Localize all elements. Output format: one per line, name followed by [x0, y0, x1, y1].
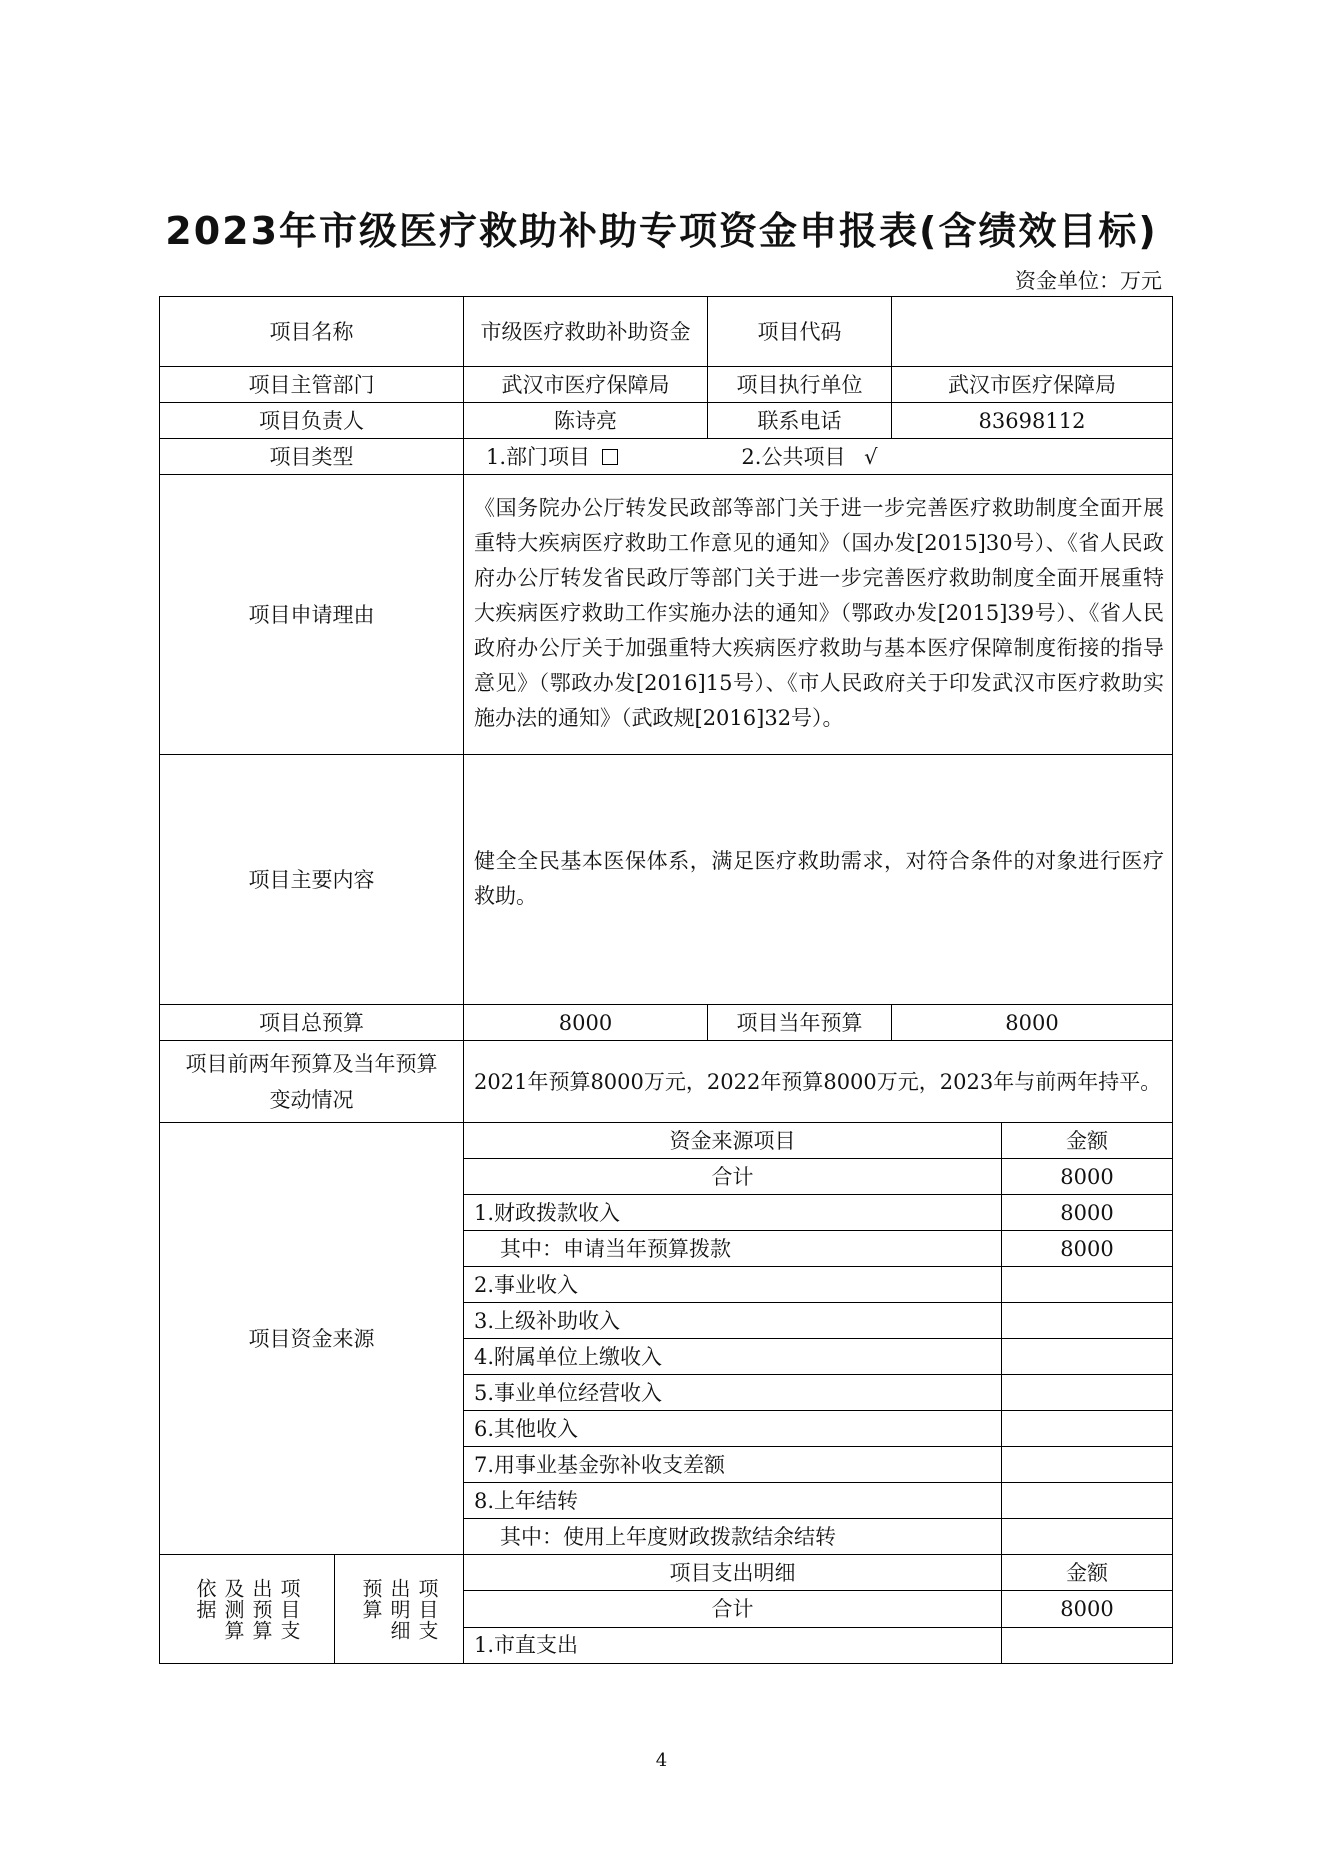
exec-unit-value: 武汉市医疗保障局: [892, 367, 1173, 403]
funding-item: 2.事业收入: [464, 1267, 1002, 1303]
row-budget: [160, 1005, 1173, 1041]
row-reason: [160, 475, 1173, 755]
vertical-label-column: 出预算: [249, 1577, 273, 1641]
row-project-type: [160, 439, 1173, 475]
type-option-department: 1.部门项目: [486, 444, 591, 469]
vertical-label-column: 项目支: [415, 1577, 439, 1641]
row-main-content: [160, 755, 1173, 1005]
expense-basis-text: [192, 1578, 302, 1641]
budget-change-label: 项目前两年预算及当年预算变动情况: [160, 1041, 464, 1123]
page-title: 2023年市级医疗救助补助专项资金申报表(含绩效目标): [165, 209, 1158, 253]
funding-item: 合计: [464, 1159, 1002, 1195]
expense-item: 1.市直支出: [464, 1627, 1002, 1663]
vertical-label-column: 预算: [359, 1577, 383, 1620]
expense-item: 合计: [464, 1591, 1002, 1627]
vertical-label-column: 出明细: [387, 1577, 411, 1641]
funding-amount: [1002, 1303, 1173, 1339]
year-budget-label: 项目当年预算: [708, 1005, 892, 1041]
vertical-label-column: 及测算: [221, 1577, 245, 1641]
row-project-name: [160, 297, 1173, 367]
total-budget-label: 项目总预算: [160, 1005, 464, 1041]
funding-amount: [1002, 1339, 1173, 1375]
unit-note: 资金单位：万元: [1015, 269, 1162, 293]
funding-amount: 8000: [1002, 1195, 1173, 1231]
vertical-label-column: 项目支: [277, 1577, 301, 1641]
expense-header-row: [160, 1555, 1173, 1591]
funding-item: 3.上级补助收入: [464, 1303, 1002, 1339]
funding-item: 其中：使用上年度财政拨款结余结转: [464, 1519, 1002, 1555]
expense-label-cell: [160, 1555, 464, 1664]
funding-item: 6.其他收入: [464, 1411, 1002, 1447]
page-number: 4: [655, 1750, 668, 1771]
content-text: 健全全民基本医保体系，满足医疗救助需求，对符合条件的对象进行医疗救助。: [464, 755, 1173, 1005]
funding-col-item: 资金来源项目: [464, 1123, 1002, 1159]
exec-unit-label: 项目执行单位: [708, 367, 892, 403]
project-type-label: 项目类型: [160, 439, 464, 475]
funding-item: 5.事业单位经营收入: [464, 1375, 1002, 1411]
funding-amount: 8000: [1002, 1231, 1173, 1267]
funding-amount: [1002, 1411, 1173, 1447]
leader-label: 项目负责人: [160, 403, 464, 439]
funding-item: 1.财政拨款收入: [464, 1195, 1002, 1231]
reason-label: 项目申请理由: [160, 475, 464, 755]
content-label: 项目主要内容: [160, 755, 464, 1005]
dept-label: 项目主管部门: [160, 367, 464, 403]
project-name-label: 项目名称: [160, 297, 464, 367]
funding-amount: [1002, 1447, 1173, 1483]
expense-detail-text: [358, 1578, 440, 1641]
type-option-public: 2.公共项目: [741, 444, 846, 469]
funding-item: 8.上年结转: [464, 1483, 1002, 1519]
application-form-table: [159, 296, 1173, 1664]
phone-value: 83698112: [892, 403, 1173, 439]
expense-col-amount: 金额: [1002, 1555, 1173, 1591]
funding-source-label: 项目资金来源: [160, 1123, 464, 1555]
row-leader: [160, 403, 1173, 439]
budget-change-text: 2021年预算8000万元，2022年预算8000万元，2023年与前两年持平。: [464, 1041, 1173, 1123]
checkbox-empty-icon: [602, 449, 618, 465]
project-name-value: 市级医疗救助补助资金: [464, 297, 708, 367]
leader-value: 陈诗亮: [464, 403, 708, 439]
project-code-label: 项目代码: [708, 297, 892, 367]
project-code-value: [892, 297, 1173, 367]
year-budget-value: 8000: [892, 1005, 1173, 1041]
row-budget-change: [160, 1041, 1173, 1123]
total-budget-value: 8000: [464, 1005, 708, 1041]
reason-text: 《国务院办公厅转发民政部等部门关于进一步完善医疗救助制度全面开展重特大疾病医疗救助工作意见的通知》（国办发[2015]30号）、《省人民政府办公厅转发省民政厅等部门关于进一步完善医疗救助制度全面开展重特大疾病医疗救助工作实施办法的通知》（鄂政办发[2015]39号）、《省人民政府办公厅关于加强重特大疾病医疗救助与基本医疗保障制度衔接的指导意见》（鄂政办发[2016]15号）、《市人民政府关于印发武汉市医疗救助实施办法的通知》（武政规[2016]32号）。: [464, 475, 1173, 755]
row-department: [160, 367, 1173, 403]
dept-value: 武汉市医疗保障局: [464, 367, 708, 403]
funding-amount: [1002, 1519, 1173, 1555]
funding-item: 4.附属单位上缴收入: [464, 1339, 1002, 1375]
expense-amount: [1002, 1627, 1173, 1663]
funding-amount: 8000: [1002, 1159, 1173, 1195]
funding-item: 其中：申请当年预算拨款: [464, 1231, 1002, 1267]
vertical-label-column: 依据: [193, 1577, 217, 1620]
funding-amount: [1002, 1483, 1173, 1519]
funding-amount: [1002, 1375, 1173, 1411]
expense-amount: 8000: [1002, 1591, 1173, 1627]
expense-col-item: 项目支出明细: [464, 1555, 1002, 1591]
checkmark-icon: √: [864, 444, 878, 469]
expense-basis-label: [160, 1555, 335, 1663]
funding-amount: [1002, 1267, 1173, 1303]
funding-item: 7.用事业基金弥补收支差额: [464, 1447, 1002, 1483]
expense-detail-label: [335, 1555, 463, 1663]
project-type-options: [464, 439, 1173, 475]
phone-label: 联系电话: [708, 403, 892, 439]
funding-col-amount: 金额: [1002, 1123, 1173, 1159]
funding-header-row: [160, 1123, 1173, 1159]
